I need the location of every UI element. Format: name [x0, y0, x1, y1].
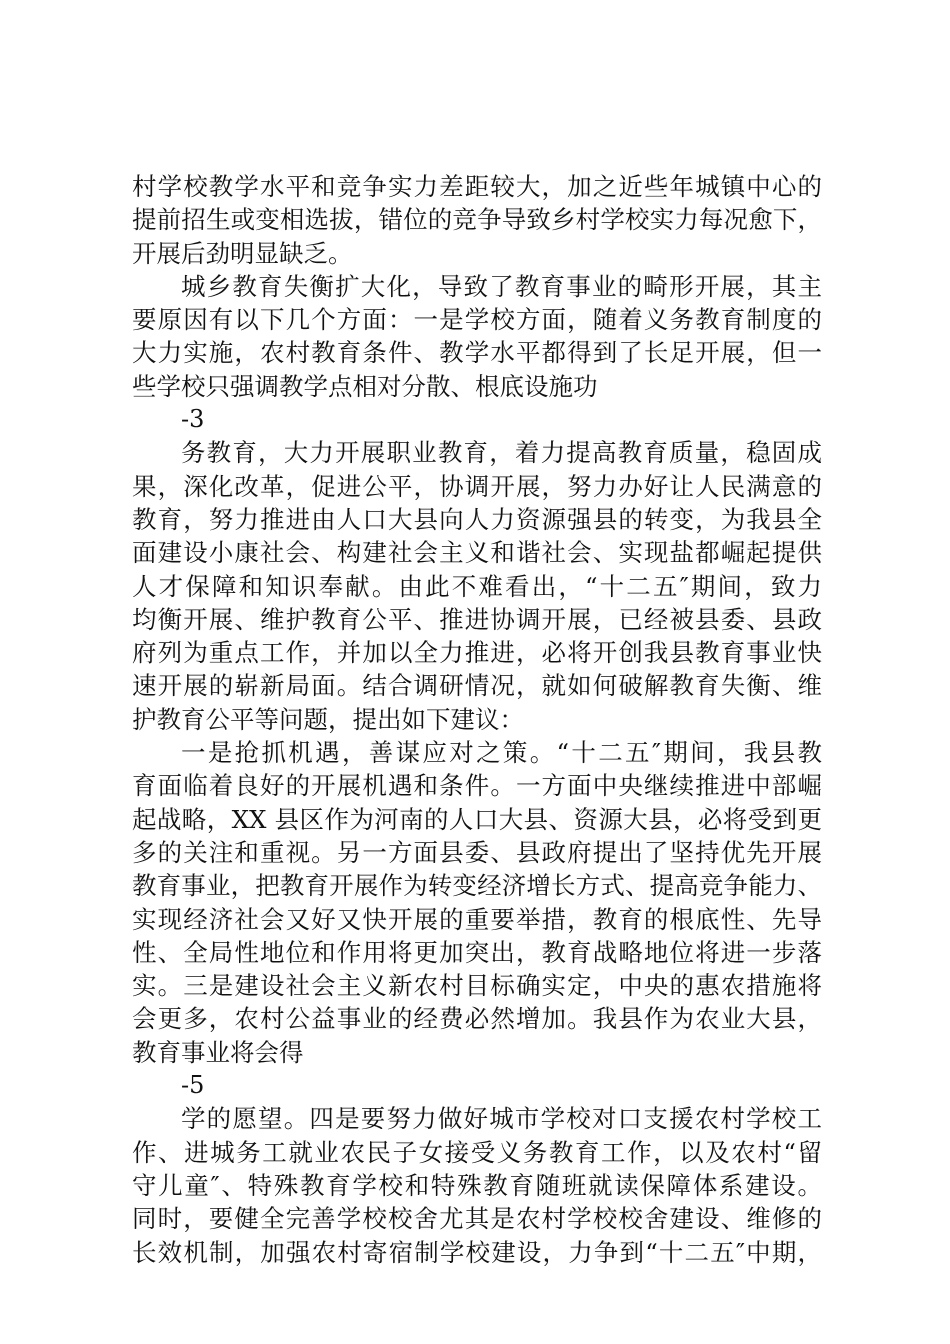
text-line: 性、全局性地位和作用将更加突出，教育战略地位将进一步落: [132, 937, 822, 967]
text-line: 学的愿望。四是要努力做好城市学校对口支援农村学校工: [181, 1104, 822, 1134]
text-line: 实。三是建设社会主义新农村目标确实定，中央的惠农措施将: [132, 971, 822, 1001]
text-line: 村学校教学水平和竞争实力差距较大，加之近些年城镇中心的: [132, 172, 822, 201]
document-page: [132, 170, 822, 1269]
text-line: 要原因有以下几个方面：一是学校方面，随着义务教育制度的: [132, 305, 822, 335]
text-line: 会更多，农村公益事业的经费必然增加。我县作为农业大县，: [132, 1004, 822, 1034]
text-line: 些学校只强调教学点相对分散、根底设施功: [132, 371, 598, 401]
text-line: 果，深化改革，促进公平，协调开展，努力办好让人民满意的: [132, 471, 822, 501]
text-line: 均衡开展、维护教育公平、推进协调开展，已经被县委、县政: [132, 604, 822, 634]
text-line: 城乡教育失衡扩大化，导致了教育事业的畸形开展，其主: [181, 271, 822, 301]
text-line: 人才保障和知识奉献。由此不难看出，“十二五″期间，致力: [132, 571, 822, 601]
text-line: 府列为重点工作，并加以全力推进，必将开创我县教育事业快: [132, 638, 822, 668]
text-line: 实现经济社会又好又快开展的重要举措，教育的根底性、先导: [132, 904, 822, 934]
text-line: 护教育公平等问题，提出如下建议：: [132, 704, 524, 734]
text-line: 面建设小康社会、构建社会主义和谐社会、实现盐都崛起提供: [132, 538, 822, 568]
text-line: 教育事业将会得: [132, 1037, 304, 1067]
text-line: 大力实施，农村教育条件、教学水平都得到了长足开展，但一: [132, 338, 822, 368]
text-line: 育面临着良好的开展机遇和条件。一方面中央继续推进中部崛: [132, 771, 822, 801]
text-line: 教育，努力推进由人口大县向人力资源强县的转变，为我县全: [132, 504, 822, 534]
page-number: -5: [181, 1071, 205, 1100]
text-line: 提前招生或变相选拔，错位的竞争导致乡村学校实力每况愈下，: [132, 205, 822, 235]
text-line: 作、进城务工就业农民子女接受义务教育工作，以及农村“留: [132, 1137, 822, 1167]
text-line: 起战略，XX 县区作为河南的人口大县、资源大县，必将受到更: [132, 804, 822, 834]
text-line: 守儿童″、特殊教育学校和特殊教育随班就读保障体系建设。: [132, 1170, 822, 1200]
text-line: 长效机制，加强农村寄宿制学校建设，力争到“十二五″中期，: [132, 1237, 822, 1267]
text-line: 教育事业，把教育开展作为转变经济增长方式、提高竞争能力、: [132, 871, 822, 901]
text-line: 同时，要健全完善学校校舍尤其是农村学校校舍建设、维修的: [132, 1204, 822, 1234]
page-number: -3: [181, 405, 205, 434]
text-line: 一是抢抓机遇，善谋应对之策。“十二五″期间，我县教: [181, 738, 822, 768]
text-line: 多的关注和重视。另一方面县委、县政府提出了坚持优先开展: [132, 837, 822, 867]
text-line: 速开展的崭新局面。结合调研情况，就如何破解教育失衡、维: [132, 671, 822, 701]
text-line: 务教育，大力开展职业教育，着力提高教育质量，稳固成: [181, 438, 822, 468]
text-line: 开展后劲明显缺乏。: [132, 238, 353, 268]
